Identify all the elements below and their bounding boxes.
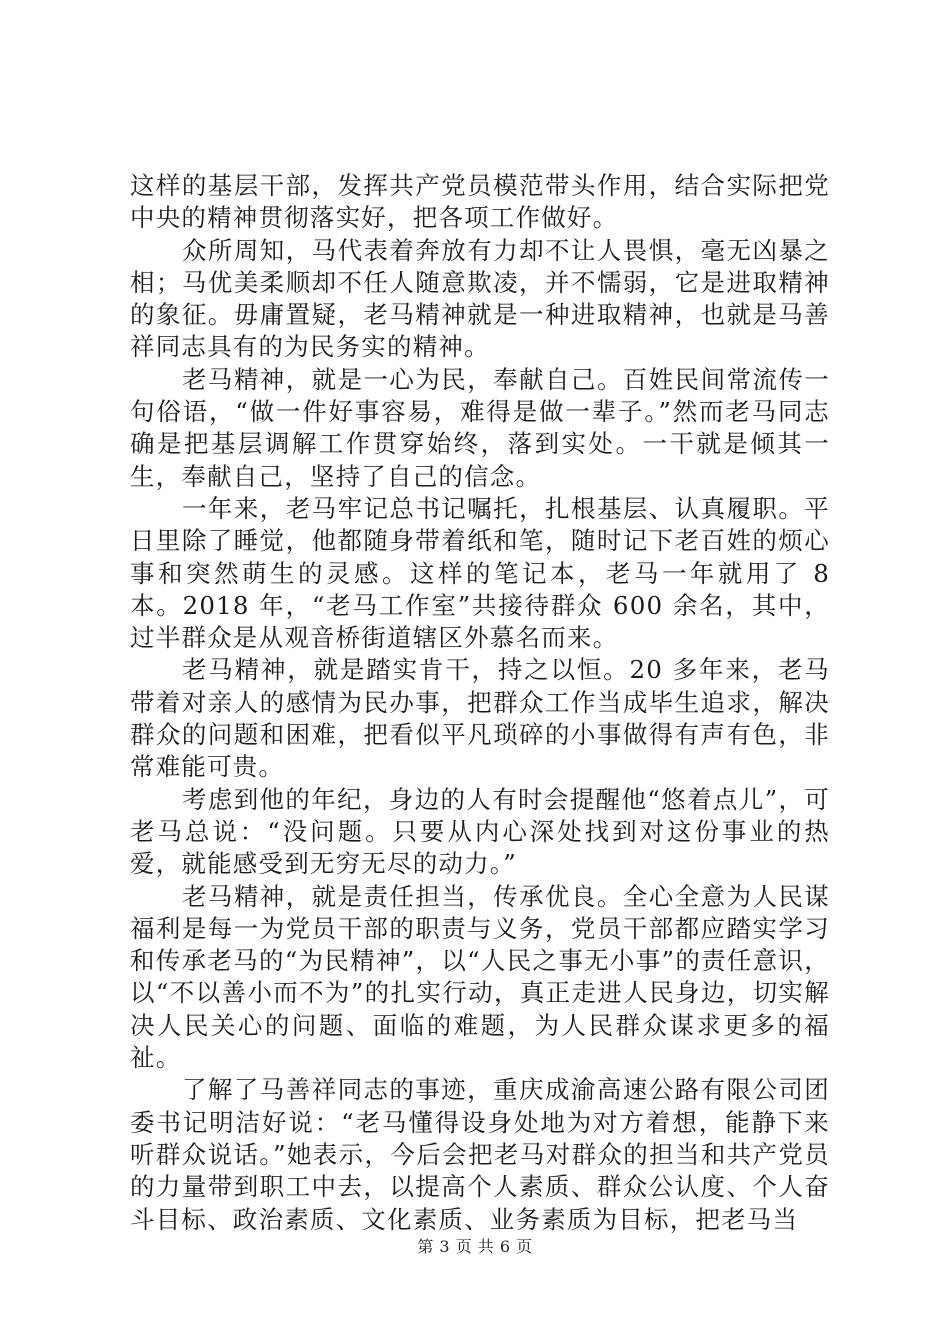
paragraph-3: 老马精神，就是一心为民，奉献自己。百姓民间常流传一句俗语，“做一件好事容易，难得是做一辈子。”然而老马同志确是把基层调解工作贯穿始终，落到实处。一干就是倾其一生，奉献自己，坚持了自己的信念。 — [130, 364, 830, 491]
paragraph-6: 考虑到他的年纪，身边的人有时会提醒他“悠着点儿”，可老马总说：“没问题。只要从内心深处找到对这份事业的热爱，就能感受到无穷无尽的动力。” — [130, 784, 830, 879]
paragraph-5: 老马精神，就是踏实肯干，持之以恒。20 多年来，老马带着对亲人的感情为民办事，把群众工作当成毕生追求，解决群众的问题和困难，把看似平凡琐碎的小事做得有声有色，非常难能可贵。 — [130, 655, 830, 782]
paragraph-8: 了解了马善祥同志的事迹，重庆成渝高速公路有限公司团委书记明洁好说：“老马懂得设身处地为对方着想，能静下来听群众说话。”她表示，今后会把老马对群众的担当和共产党员的力量带到职工中去，以提高个人素质、群众公认度、个人奋斗目标、政治素质、文化素质、业务素质为目标，把老马当 — [130, 1075, 830, 1234]
paragraph-4: 一年来，老马牢记总书记嘱托，扎根基层、认真履职。平日里除了睡觉，他都随身带着纸和笔，随时记下老百姓的烦心事和突然萌生的灵感。这样的笔记本，老马一年就用了 8 本。2018 年，“老马工作室”共接待群众 600 余名，其中，过半群众是从观音桥街道辖区外慕名而来。 — [130, 493, 830, 653]
paragraph-2: 众所周知，马代表着奔放有力却不让人畏惧，毫无凶暴之相；马优美柔顺却不任人随意欺凌，并不懦弱，它是进取精神的象征。毋庸置疑，老马精神就是一种进取精神，也就是马善祥同志具有的为民务实的精神。 — [130, 235, 830, 362]
paragraph-1: 这样的基层干部，发挥共产党员模范带头作用，结合实际把党中央的精神贯彻落实好，把各项工作做好。 — [130, 171, 830, 233]
page-number: 第 3 页 共 6 页 — [417, 1237, 533, 1256]
paragraph-7: 老马精神，就是责任担当，传承优良。全心全意为人民谋福利是每一为党员干部的职责与义务，党员干部都应踏实学习和传承老马的“为民精神”，以“人民之事无小事”的责任意识，以“不以善小而不为”的扎实行动，真正走进人民身边，切实解决人民关心的问题、面临的难题，为人民群众谋求更多的福祉。 — [130, 881, 830, 1073]
body-text — [130, 170, 830, 1236]
